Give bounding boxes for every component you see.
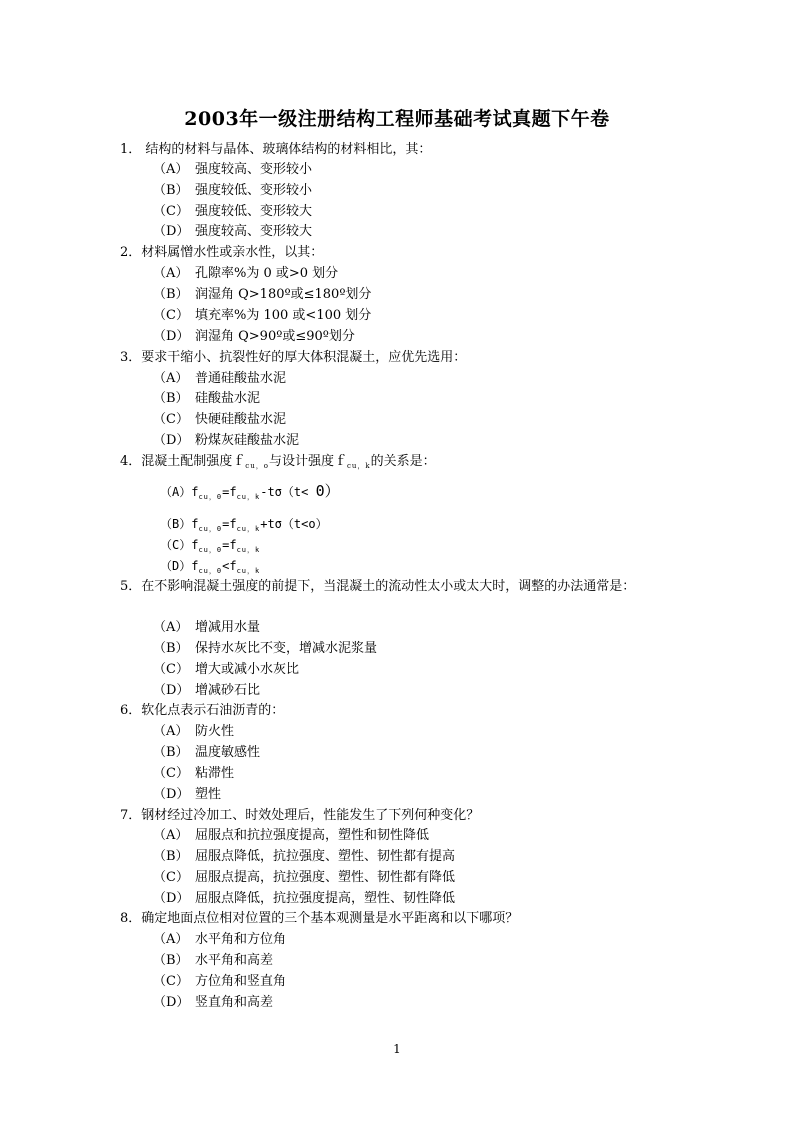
question-8-option-d: （D） 竖直角和高差	[153, 995, 274, 1010]
question-1-option-b: （B） 强度较低、变形较小	[153, 183, 313, 198]
question-7-option-a: （A） 屈服点和抗拉强度提高，塑性和韧性降低	[153, 828, 430, 843]
question-5-option-c: （C） 增大或减小水灰比	[153, 662, 300, 677]
question-3-option-a: （A） 普通硅酸盐水泥	[153, 371, 287, 386]
question-7-option-c: （C） 屈服点提高，抗拉强度、塑性、韧性都有降低	[153, 870, 456, 885]
question-5-stem: 5．在不影响混凝土强度的前提下，当混凝土的流动性太小或太大时，调整的办法通常是：	[120, 579, 636, 594]
question-5-option-a: （A） 增减用水量	[153, 620, 261, 635]
question-5-option-b: （B） 保持水灰比不变，增减水泥浆量	[153, 641, 378, 656]
question-3-option-b: （B） 硅酸盐水泥	[153, 391, 261, 406]
question-4-stem: 4．混凝土配制强度ｆ$_{cu,o}$与设计强度ｆ$_{cu,k}$的关系是：	[120, 454, 436, 470]
question-6-option-d: （D） 塑性	[153, 787, 222, 802]
question-6-stem: 6．软化点表示石油沥青的：	[120, 703, 285, 718]
question-8-stem: 8．确定地面点位相对位置的三个基本观测量是水平距离和以下哪项？	[120, 911, 519, 926]
question-7-option-b: （B） 屈服点降低，抗拉强度、塑性、韧性都有提高	[153, 849, 456, 864]
question-1-option-a: （A） 强度较高、变形较小	[153, 162, 313, 177]
question-4-formula-b: $(B)f_{cu,0}=f_{cu,k}+t\sigma(t<o)$	[160, 517, 328, 533]
question-2-option-c: （C） 填充率%为 100 或<100 划分	[153, 308, 372, 323]
question-2-option-d: （D） 润湿角 Q>90º或≤90º划分	[153, 329, 355, 344]
question-8-option-a: （A） 水平角和方位角	[153, 932, 287, 947]
question-5-option-d: （D） 增减砂石比	[153, 683, 261, 698]
question-2-option-b: （B） 润湿角 Q>180º或≤180º划分	[153, 287, 372, 302]
question-1-option-c: （C） 强度较低、变形较大	[153, 204, 313, 219]
question-6-option-a: （A） 防火性	[153, 724, 235, 739]
question-4-formula-d: $(D)f_{cu,0}<f_{cu,k}$	[160, 559, 261, 575]
question-2-stem: 2．材料属憎水性或亲水性，以其：	[120, 245, 324, 260]
question-6-option-b: （B） 温度敏感性	[153, 745, 261, 760]
question-6-option-c: （C） 粘滞性	[153, 766, 235, 781]
question-4-formula-c: $(C)f_{cu,0}=f_{cu,k}$	[160, 538, 261, 554]
question-3-option-c: （C） 快硬硅酸盐水泥	[153, 412, 287, 427]
question-2-option-a: （A） 孔隙率%为 0 或>0 划分	[153, 266, 339, 281]
question-7-option-d: （D） 屈服点降低，抗拉强度提高，塑性、韧性降低	[153, 891, 456, 906]
question-4-formula-a: $(A)f_{cu,0}=f_{cu,k}-t\sigma(t< 0)$	[160, 482, 340, 501]
question-1-stem: 1． 结构的材料与晶体、玻璃体结构的材料相比，其：	[120, 142, 432, 157]
page-title: 2003年一级注册结构工程师基础考试真题下午卷	[184, 108, 610, 130]
question-3-option-d: （D） 粉煤灰硅酸盐水泥	[153, 433, 300, 448]
question-8-option-c: （C） 方位角和竖直角	[153, 974, 287, 989]
question-3-stem: 3．要求干缩小、抗裂性好的厚大体积混凝土，应优先选用：	[120, 350, 467, 365]
question-8-option-b: （B） 水平角和高差	[153, 953, 274, 968]
page-number: 1	[393, 1042, 401, 1056]
question-7-stem: 7．钢材经过冷加工、时效处理后，性能发生了下列何种变化？	[120, 808, 480, 823]
question-1-option-d: （D） 强度较高、变形较大	[153, 224, 313, 239]
